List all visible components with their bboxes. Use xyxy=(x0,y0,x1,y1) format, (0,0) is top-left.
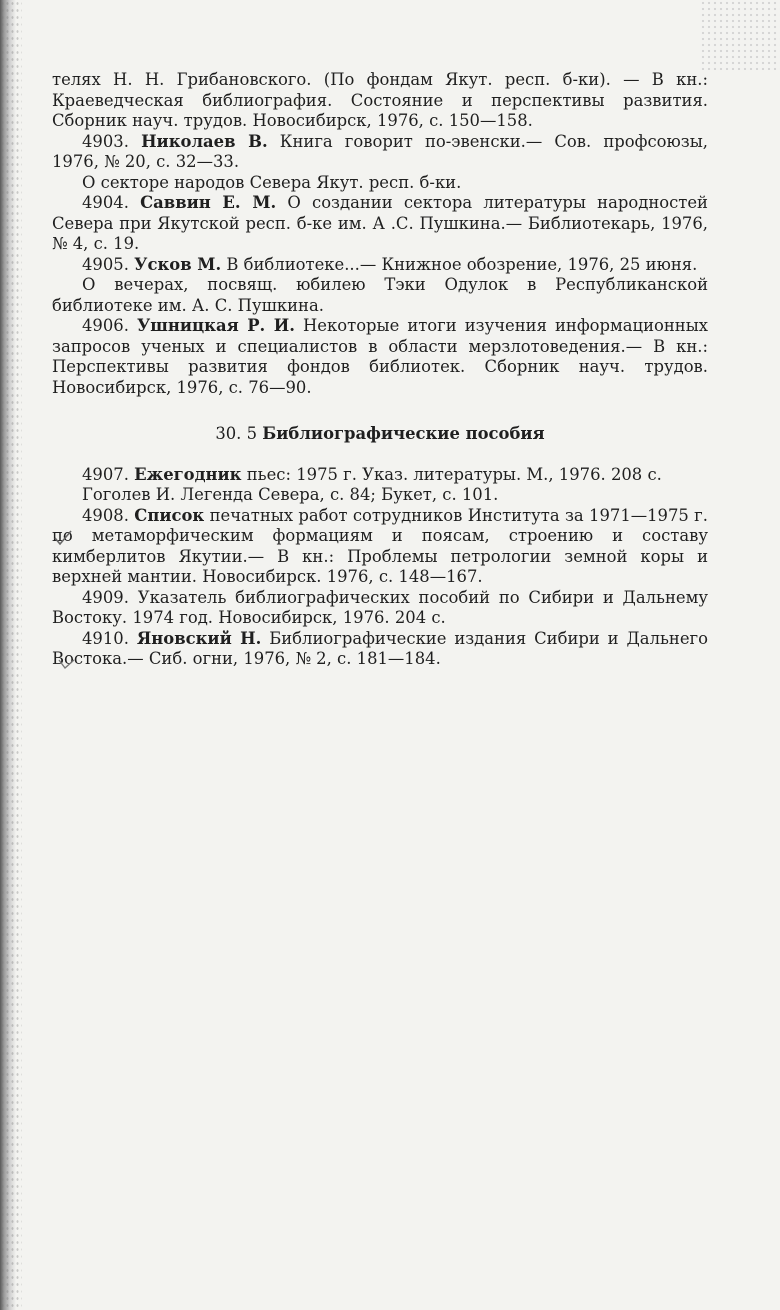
entry-number: 4910. xyxy=(82,628,129,648)
entry-author: Ежегодник xyxy=(134,464,242,484)
entry-author: Усков М. xyxy=(134,254,222,274)
entry-author: Саввин Е. М. xyxy=(140,193,277,212)
corner-speckle xyxy=(700,0,780,70)
section-number: 30. 5 xyxy=(215,424,258,443)
entry-text: О создании сектора литературы народностей Севера при Якутской респ. б-ке им. А .С. Пушкина.— Библиотекарь, 1976, № 4, с. 19. xyxy=(52,193,708,253)
entry-4905 xyxy=(52,255,708,276)
entry-4903 xyxy=(52,132,708,173)
entry-4909 xyxy=(52,588,708,629)
entry-text: печатных работ сотрудников Института за 1971—1975 г. по метаморфическим формациям и поясам, строению и составу кимберлитов Якутии.— В кн.: Проблемы петрологии земной коры и верхней мантии. Новосибирск. 1976, с. 148—167. xyxy=(52,505,708,586)
entry-4905-note: О вечерах, посвящ. юбилею Тэки Одулок в Республиканской библиотеке им. А. С. Пушкина. xyxy=(52,275,708,315)
entry-4908 xyxy=(52,506,708,588)
bibliography-text xyxy=(52,70,708,670)
entry-number: 4904. xyxy=(82,193,129,212)
check-mark-icon xyxy=(52,528,74,548)
tick-mark-icon xyxy=(56,656,78,672)
entry-4903-note: О секторе народов Севера Якут. респ. б-ки. xyxy=(82,172,462,192)
entry-4910 xyxy=(52,629,708,670)
entry-number: 4903. xyxy=(82,131,129,151)
entry-author: Список xyxy=(134,505,205,525)
entry-text: Некоторые итоги изучения информационных запросов ученых и специалистов в области мерзлотоведения.— В кн.: Перспективы развития фондов библиотек. Сборник науч. трудов. Новосибирск, 1976, с. 76—90. xyxy=(52,316,708,397)
entry-author: Николаев В. xyxy=(141,131,268,151)
entry-text: Указатель библиографических пособий по Сибири и Дальнему Востоку. 1974 год. Новосибирск, 1976. 204 с. xyxy=(52,587,709,627)
continued-entry: телях Н. Н. Грибановского. (По фондам Якут. респ. б-ки). — В кн.: Краеведческая библиография. Состояние и перспективы развития. Сборник науч. трудов. Новосибирск, 1976, с. 150—158. xyxy=(52,70,708,130)
entry-4907-note: Гоголев И. Легенда Севера, с. 84; Букет, с. 101. xyxy=(82,485,499,504)
entry-text: пьес: 1975 г. Указ. литературы. М., 1976. 208 с. xyxy=(246,464,662,484)
entry-text: В библиотеке...— Книжное обозрение, 1976, 25 июня. xyxy=(226,254,698,274)
entry-number: 4907. xyxy=(82,464,129,484)
entry-author: Яновский Н. xyxy=(136,628,262,648)
entry-4906 xyxy=(52,316,708,398)
binding-speckle xyxy=(0,0,22,1310)
entry-author: Ушницкая Р. И. xyxy=(136,316,295,335)
entry-text: Библиографические издания Сибири и Дальнего Востока.— Сиб. огни, 1976, № 2, с. 181—184. xyxy=(52,628,708,668)
entry-number: 4908. xyxy=(82,505,129,525)
section-title: Библиографические пособия xyxy=(262,424,545,443)
section-heading xyxy=(52,424,708,445)
entry-number: 4905. xyxy=(82,254,129,274)
entry-4904 xyxy=(52,193,708,255)
entry-4907 xyxy=(52,465,708,486)
entry-number: 4906. xyxy=(82,316,129,335)
entry-number: 4909. xyxy=(82,587,129,607)
entry-text: Книга говорит по-эвенски.— Сов. профсоюзы, 1976, № 20, с. 32—33. xyxy=(52,131,708,171)
